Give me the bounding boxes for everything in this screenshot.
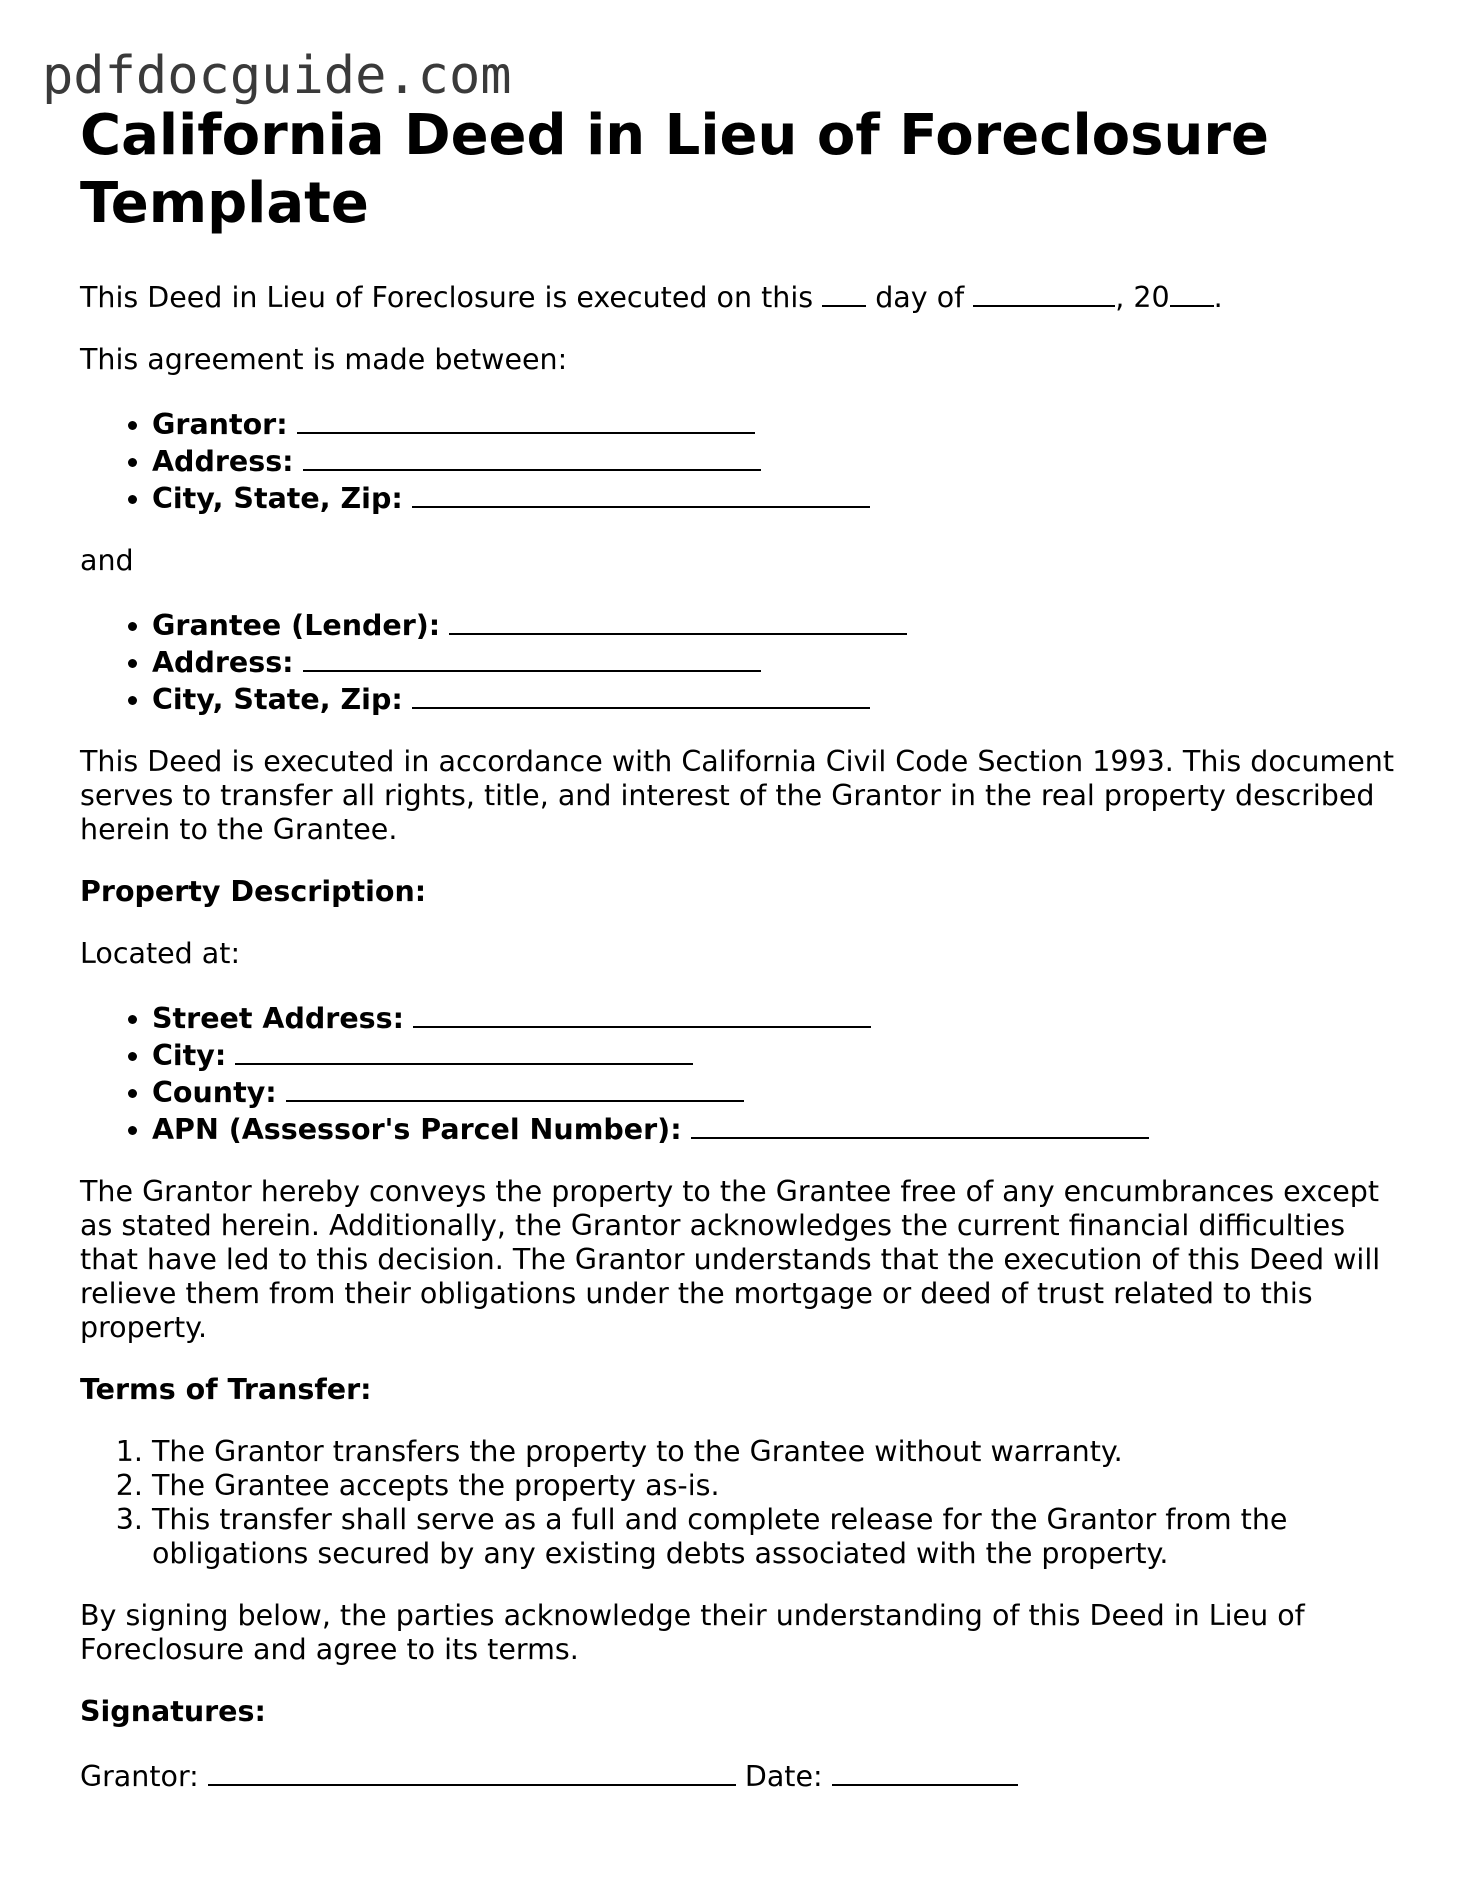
terms-of-transfer-heading: Terms of Transfer: — [80, 1373, 372, 1406]
day-of-text: day of — [875, 281, 965, 314]
grantor-address-blank[interactable] — [303, 442, 761, 471]
execution-date-line — [80, 278, 1410, 315]
term-item: 2. The Grantee accepts the property as-is. — [152, 1469, 1410, 1503]
street-address-blank[interactable] — [413, 999, 871, 1028]
grantor-signature-line — [80, 1757, 1410, 1794]
watermark-text: pdfdocguide.com — [42, 46, 512, 106]
grantor-name-field — [152, 405, 1410, 442]
grantee-city-state-zip-field — [152, 680, 1410, 717]
document-page — [80, 102, 1410, 1822]
grantee-address-blank[interactable] — [303, 643, 761, 672]
grantor-signature-blank[interactable] — [208, 1757, 736, 1786]
document-title: California Deed in Lieu of Foreclosure Template — [80, 103, 1269, 236]
terms-list — [80, 1435, 1410, 1571]
grantor-city-state-zip-field — [152, 479, 1410, 516]
grantee-name-field — [152, 606, 1410, 643]
grantee-city-state-zip-blank[interactable] — [412, 680, 870, 709]
signatures-heading: Signatures: — [80, 1695, 266, 1728]
field-label: Street Address: — [152, 1002, 404, 1035]
street-address-field — [152, 999, 1410, 1036]
term-item: 1. The Grantor transfers the property to the Grantee without warranty. — [152, 1435, 1410, 1469]
field-label: Grantee (Lender): — [152, 609, 441, 642]
date-period: . — [1213, 281, 1223, 314]
execution-prefix: This Deed in Lieu of Foreclosure is executed on this — [80, 281, 814, 314]
agreement-between-text: This agreement is made between: — [80, 343, 568, 376]
field-label: City, State, Zip: — [152, 482, 403, 515]
grantee-address-field — [152, 643, 1410, 680]
grantor-field-list — [80, 405, 1410, 516]
apn-blank[interactable] — [691, 1110, 1149, 1139]
grantor-address-field — [152, 442, 1410, 479]
grantor-name-blank[interactable] — [297, 405, 755, 434]
field-label: County: — [152, 1076, 277, 1109]
city-field — [152, 1036, 1410, 1073]
year-prefix: , 20 — [1115, 281, 1170, 314]
conveyance-paragraph: The Grantor hereby conveys the property to the Grantee free of any encumbrances except as stated herein. Additionally, the Grantor acknowledges the current financial difficulties that have led to this decision. The Grantor understands that the execution of this Deed will relieve them from their obligations under the mortgage or deed of trust related to this property. — [80, 1175, 1381, 1344]
statute-paragraph: This Deed is executed in accordance with California Civil Code Section 1993. This document serves to transfer all rights, title, and interest of the Grantor in the real property described herein to the Grantee. — [80, 745, 1395, 846]
date-label: Date: — [744, 1760, 823, 1793]
field-label: APN (Assessor's Parcel Number): — [152, 1113, 682, 1146]
grantee-name-blank[interactable] — [449, 606, 907, 635]
signature-date-blank[interactable] — [832, 1757, 1018, 1786]
month-blank[interactable] — [973, 278, 1115, 307]
and-text: and — [80, 544, 134, 577]
term-item: 3. This transfer shall serve as a full and complete release for the Grantor from the obligations secured by any existing debts associated with the property. — [152, 1503, 1410, 1571]
grantor-signature-label: Grantor: — [80, 1760, 199, 1793]
field-label: City, State, Zip: — [152, 683, 403, 716]
year-blank[interactable] — [1170, 278, 1214, 307]
property-field-list — [80, 999, 1410, 1147]
grantor-city-state-zip-blank[interactable] — [412, 479, 870, 508]
field-label: Address: — [152, 646, 294, 679]
field-label: Grantor: — [152, 408, 288, 441]
county-field — [152, 1073, 1410, 1110]
grantee-field-list — [80, 606, 1410, 717]
apn-field — [152, 1110, 1410, 1147]
day-blank[interactable] — [822, 278, 866, 307]
city-blank[interactable] — [235, 1036, 693, 1065]
acknowledgement-paragraph: By signing below, the parties acknowledge their understanding of this Deed in Lieu of Foreclosure and agree to its terms. — [80, 1599, 1305, 1666]
county-blank[interactable] — [286, 1073, 744, 1102]
field-label: City: — [152, 1039, 227, 1072]
field-label: Address: — [152, 445, 294, 478]
property-description-heading: Property Description: — [80, 875, 427, 908]
located-at-text: Located at: — [80, 937, 241, 970]
